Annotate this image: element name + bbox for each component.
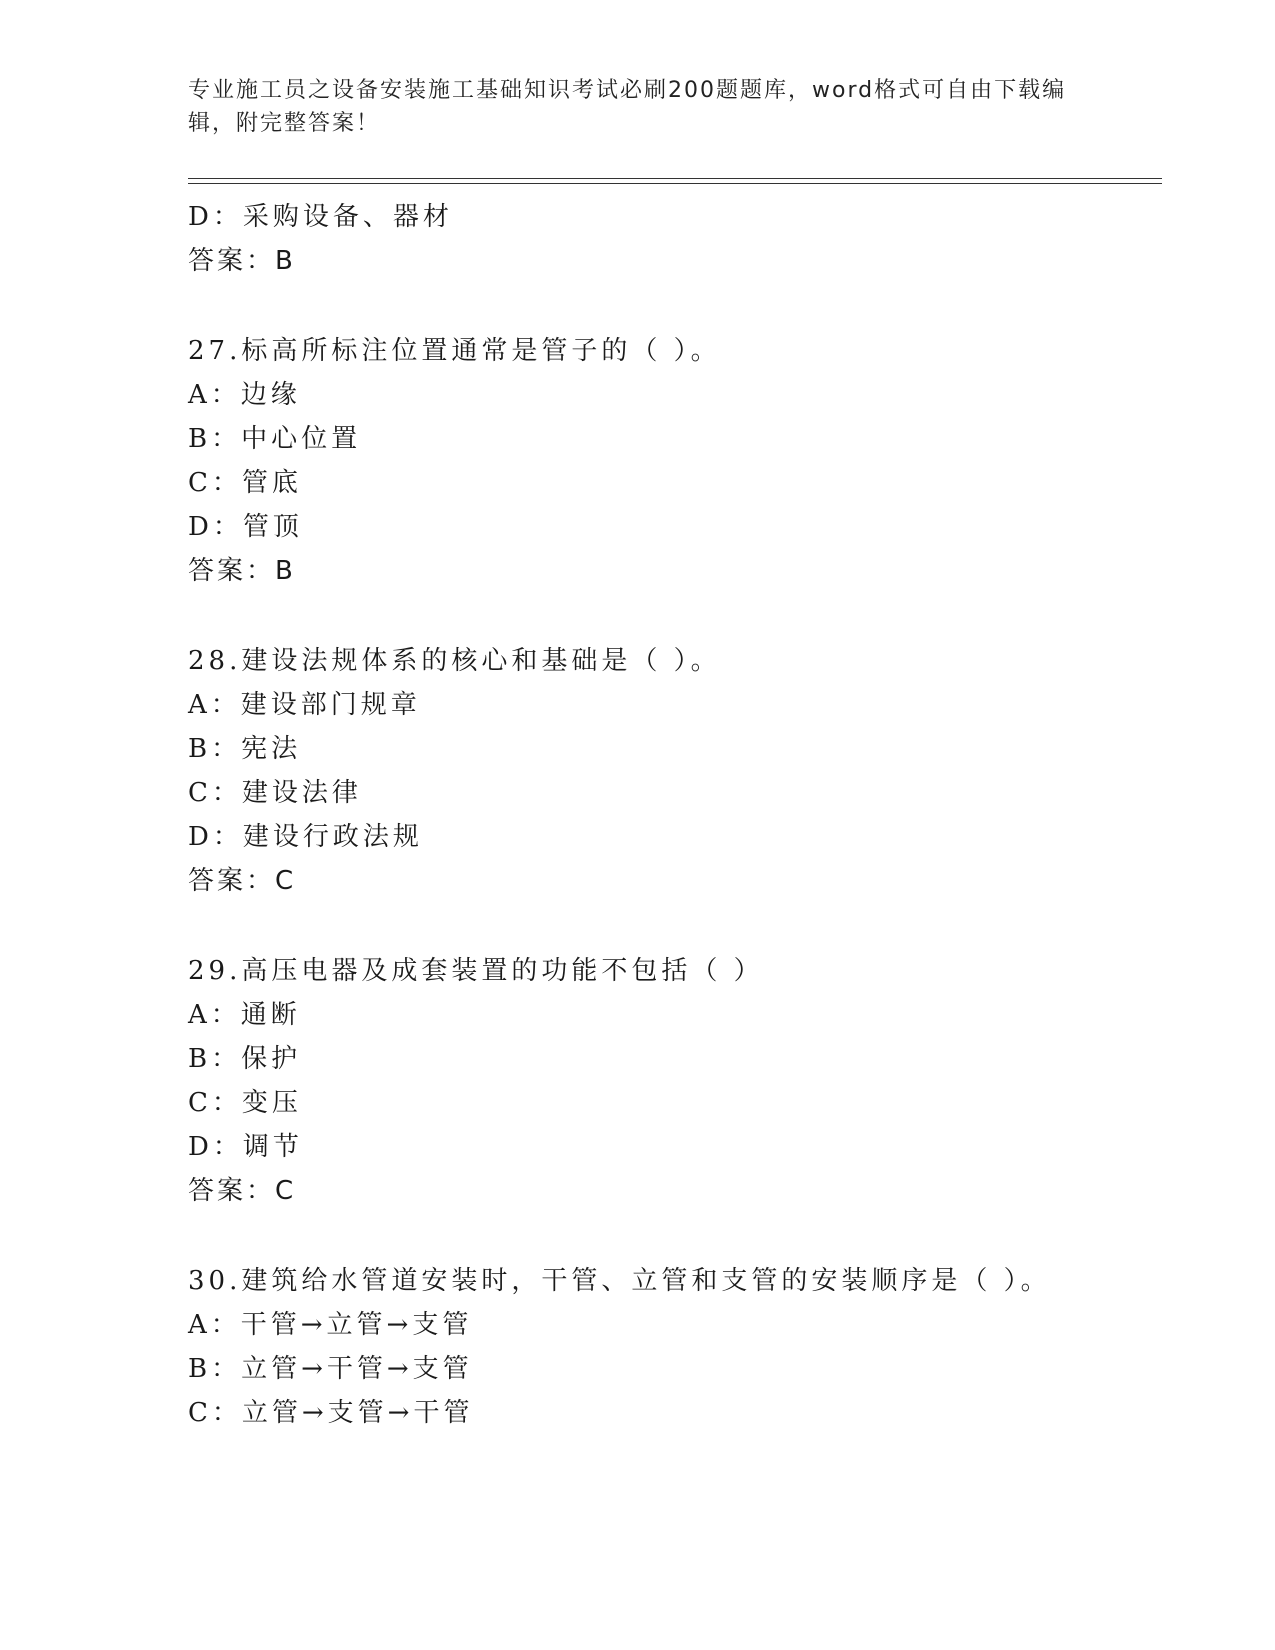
question-line: 27.标高所标注位置通常是管子的（ ）。 xyxy=(188,336,721,366)
option-line: D：采购设备、器材 xyxy=(188,202,453,232)
option-line: D：建设行政法规 xyxy=(188,822,423,852)
option-line: B：中心位置 xyxy=(188,424,362,454)
question-line: 29.高压电器及成套装置的功能不包括（ ） xyxy=(188,956,764,986)
answer-line: 答案：B xyxy=(188,246,296,276)
answer-line: 答案：C xyxy=(188,866,297,896)
option-line: A：干管→立管→支管 xyxy=(188,1310,473,1340)
option-line: C：变压 xyxy=(188,1088,302,1118)
document-header: 专业施工员之设备安装施工基础知识考试必刷200题题库，word格式可自由下载编辑，附完整答案！ xyxy=(188,78,1067,136)
option-line: D：调节 xyxy=(188,1132,303,1162)
option-line: C：立管→支管→干管 xyxy=(188,1398,474,1428)
option-line: B：立管→干管→支管 xyxy=(188,1354,473,1384)
option-line: B：宪法 xyxy=(188,734,302,764)
option-line: C：管底 xyxy=(188,468,302,498)
option-line: A：边缘 xyxy=(188,380,301,410)
option-line: A：建设部门规章 xyxy=(188,690,421,720)
header-divider-top xyxy=(188,178,1162,179)
option-line: C：建设法律 xyxy=(188,778,362,808)
option-line: D：管顶 xyxy=(188,512,303,542)
answer-line: 答案：C xyxy=(188,1176,297,1206)
header-divider-bottom xyxy=(188,183,1162,184)
option-line: A：通断 xyxy=(188,1000,301,1030)
answer-line: 答案：B xyxy=(188,556,296,586)
question-line: 30.建筑给水管道安装时，干管、立管和支管的安装顺序是（ ）。 xyxy=(188,1266,1051,1296)
question-line: 28.建设法规体系的核心和基础是（ ）。 xyxy=(188,646,721,676)
option-line: B：保护 xyxy=(188,1044,302,1074)
